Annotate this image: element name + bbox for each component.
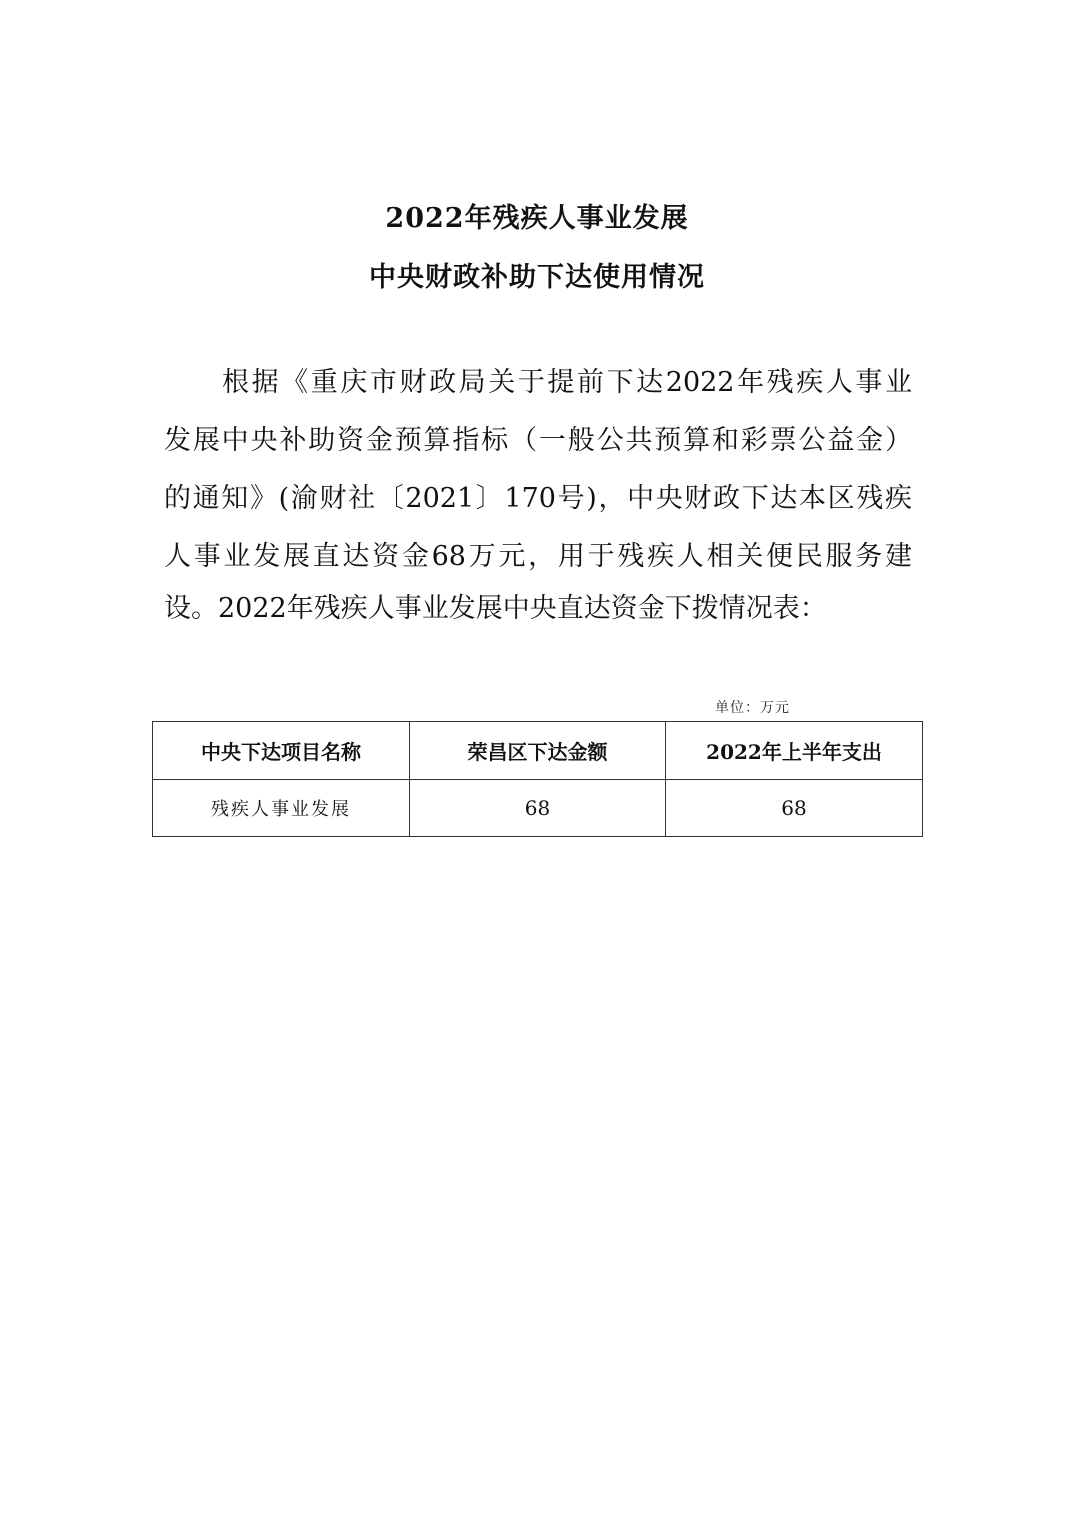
body-paragraph-line-5: 设。2022年残疾人事业发展中央直达资金下拨情况表： bbox=[164, 593, 827, 624]
body-paragraph-line-3: 的通知》(渝财社〔2021〕170号)，中央财政下达本区残疾 bbox=[164, 483, 912, 514]
body-paragraph-line-4: 人事业发展直达资金68万元，用于残疾人相关便民服务建 bbox=[164, 541, 912, 572]
body-paragraph-line-1: 根据《重庆市财政局关于提前下达2022年残疾人事业 bbox=[222, 367, 912, 398]
cell-project-name: 残疾人事业发展 bbox=[153, 780, 410, 837]
table-row bbox=[153, 780, 923, 837]
table-header-row bbox=[153, 722, 923, 780]
header-allocated-amount: 荣昌区下达金额 bbox=[410, 722, 666, 780]
document-title-line-1: 2022年残疾人事业发展 bbox=[385, 203, 689, 234]
header-project-name: 中央下达项目名称 bbox=[153, 722, 410, 780]
document-title-line-2: 中央财政补助下达使用情况 bbox=[369, 262, 705, 293]
cell-allocated-amount: 68 bbox=[410, 780, 666, 837]
unit-label: 单位：万元 bbox=[715, 700, 790, 716]
cell-h1-expenditure: 68 bbox=[666, 780, 923, 837]
header-h1-expenditure: 2022年上半年支出 bbox=[666, 722, 923, 780]
fund-allocation-table bbox=[152, 721, 923, 837]
body-paragraph-line-2: 发展中央补助资金预算指标（一般公共预算和彩票公益金） bbox=[164, 425, 912, 456]
